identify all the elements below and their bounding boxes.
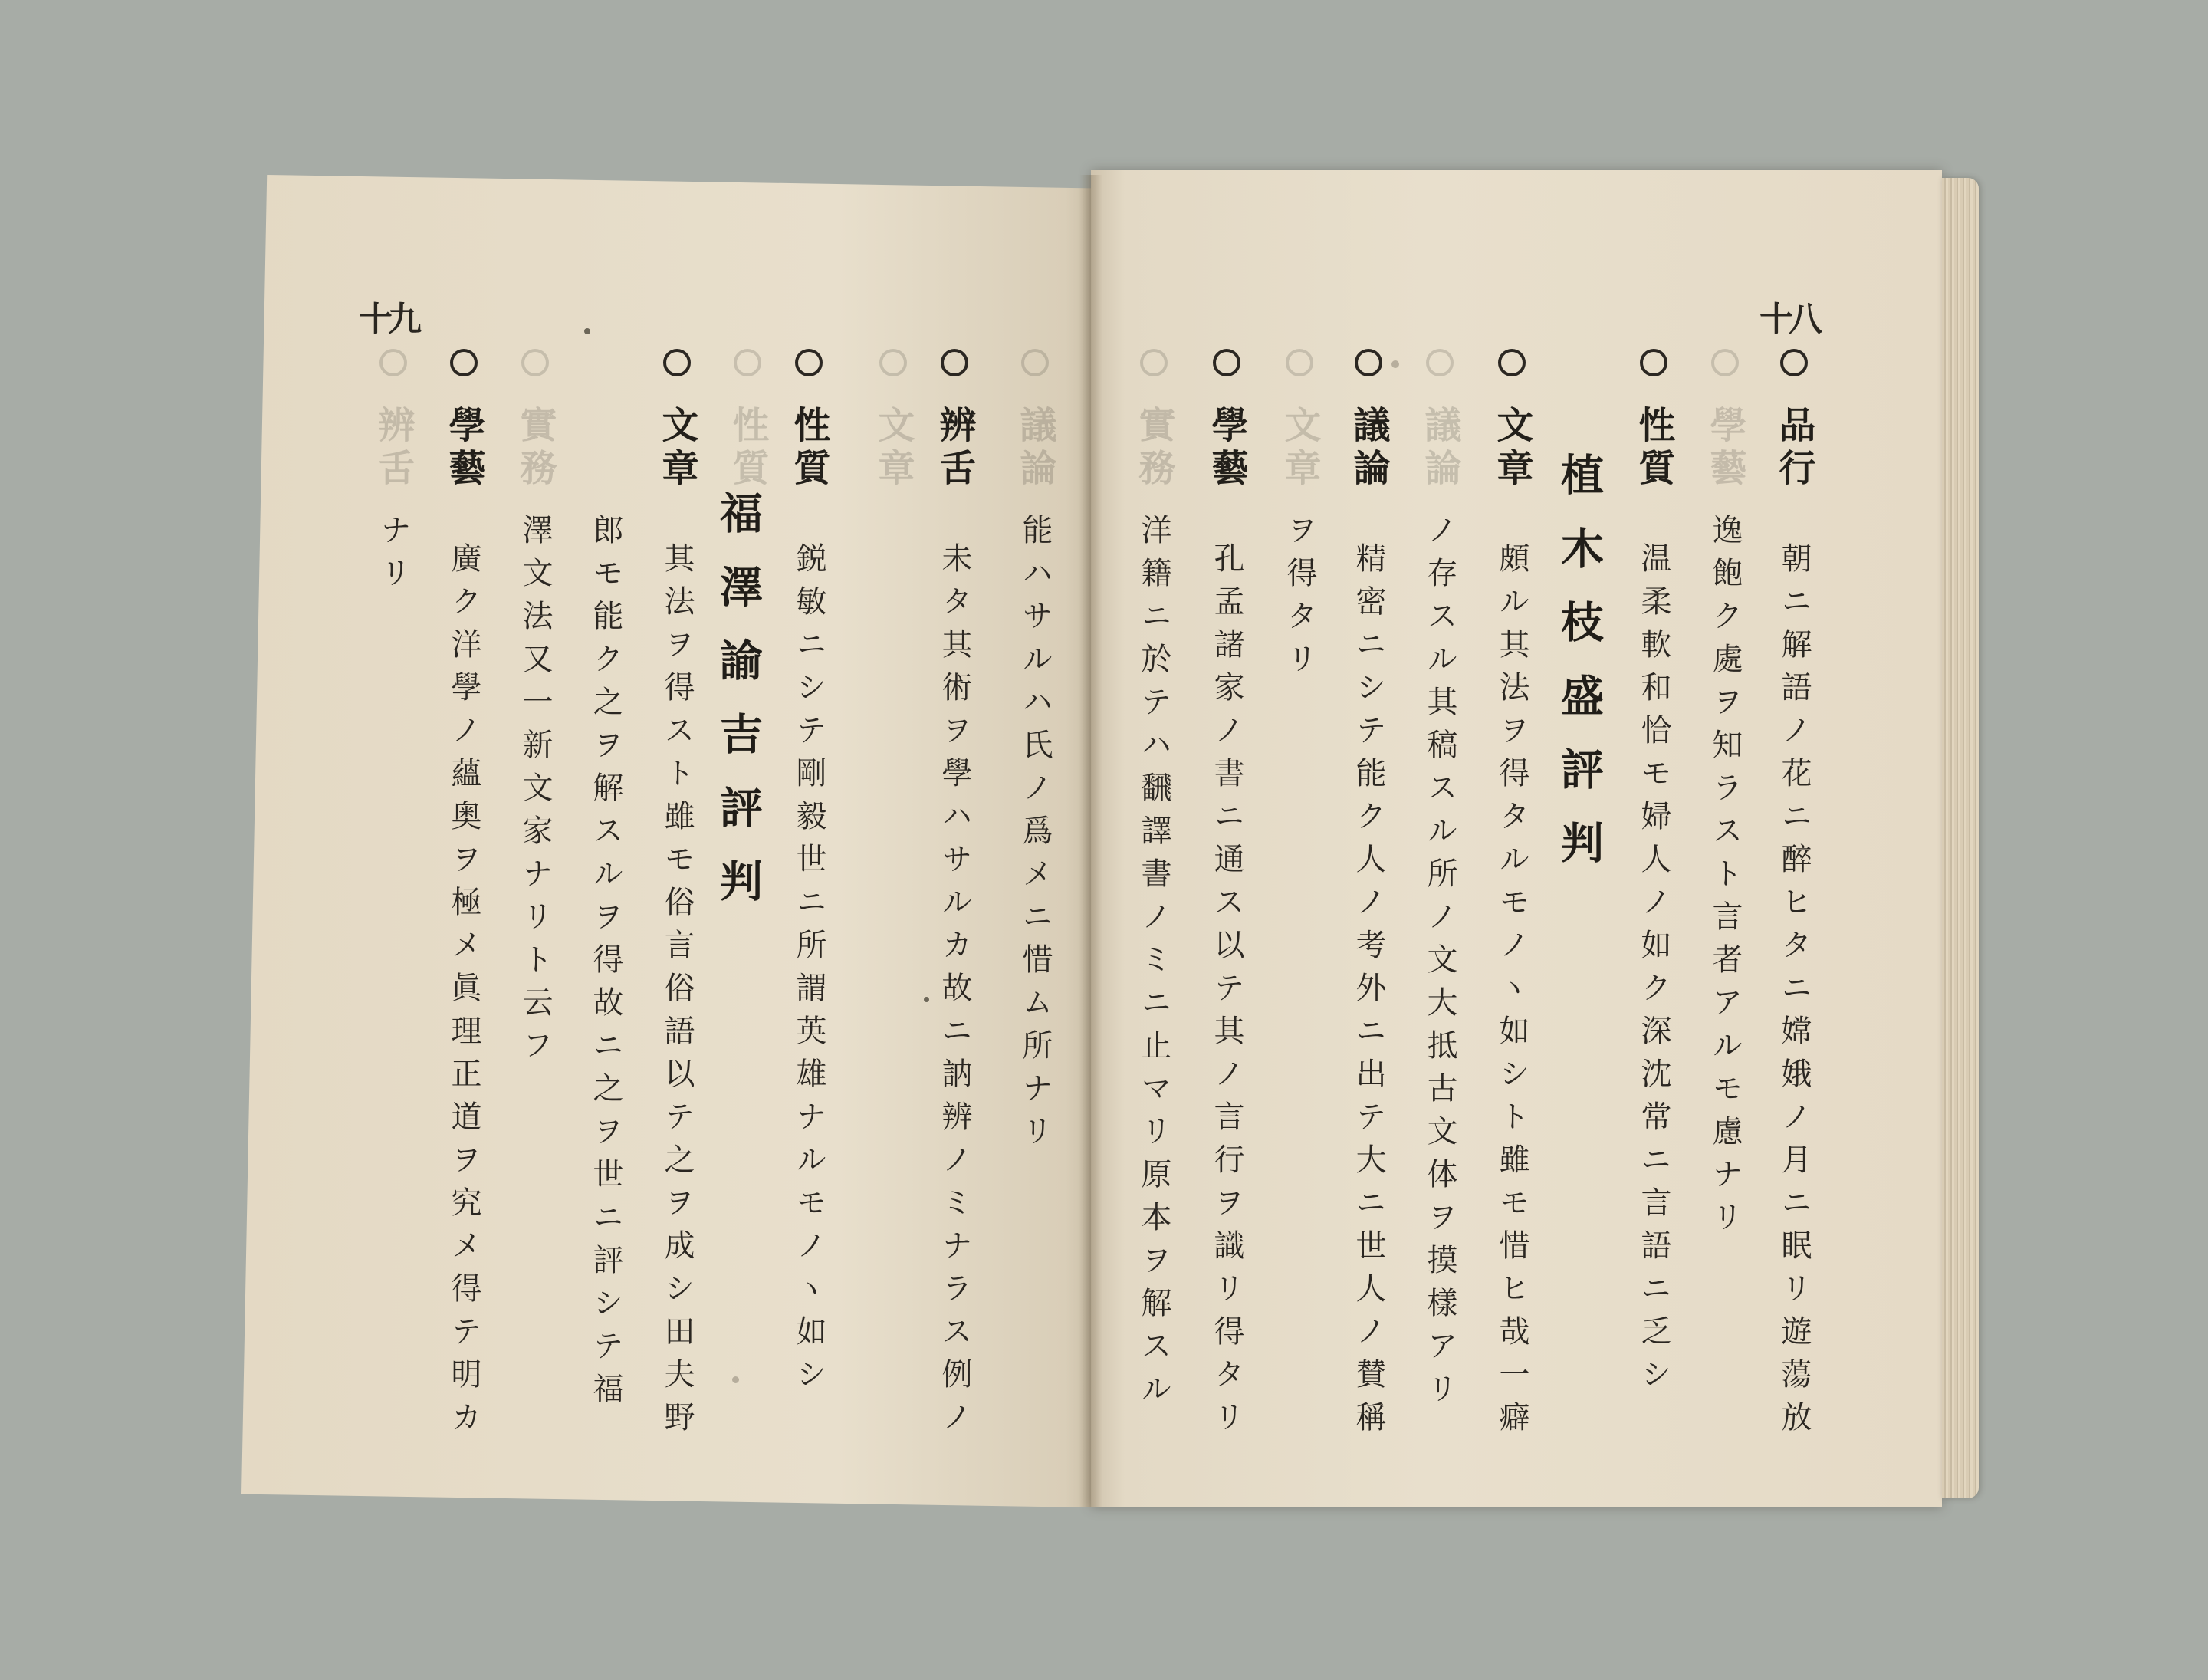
ghost-label: 實務	[1132, 406, 1175, 492]
ring-bullet-icon	[1780, 349, 1808, 376]
ghost-label: 實務	[514, 406, 557, 492]
text-column	[579, 514, 632, 1415]
column-label: 學藝	[1205, 406, 1248, 492]
text-column	[508, 514, 562, 1072]
ring-bullet-icon	[1213, 349, 1240, 376]
ghost-label: 文章	[1278, 406, 1321, 492]
ghost-column	[721, 349, 774, 513]
text-column	[1698, 514, 1752, 1244]
text-column	[366, 514, 420, 600]
column-text: ナリ	[376, 514, 411, 600]
column-label: 辨舌	[933, 406, 976, 492]
ring-bullet-icon	[1286, 349, 1313, 376]
ring-bullet-icon	[1355, 349, 1382, 376]
ring-bullet-icon	[734, 349, 761, 376]
text-column	[437, 349, 491, 1444]
text-column	[1767, 349, 1821, 1444]
ghost-column	[508, 349, 562, 513]
left-page-number: 十九	[359, 300, 417, 339]
text-column	[1627, 349, 1681, 1401]
ghost-label: 學藝	[1704, 406, 1746, 492]
column-text: 精密ニシテ能ク人ノ考外ニ出テ大ニ世人ノ賛稱	[1351, 542, 1386, 1444]
ghost-label: 辨舌	[372, 406, 415, 492]
column-text: 廣ク洋學ノ蘊奥ヲ極メ眞理正道ヲ究メ得テ明カ	[446, 542, 481, 1444]
column-text: 鋭敏ニシテ剛毅世ニ所謂英雄ナルモノヽ如シ	[791, 542, 826, 1401]
column-text: 孔孟諸家ノ書ニ通ス以テ其ノ言行ヲ識リ得タリ	[1209, 542, 1244, 1444]
text-column	[1008, 514, 1062, 1158]
ring-bullet-icon	[1498, 349, 1526, 376]
text-column	[1342, 349, 1395, 1444]
ghost-label: 性質	[726, 406, 769, 492]
ring-bullet-icon	[1640, 349, 1668, 376]
ring-bullet-icon	[941, 349, 968, 376]
ghost-column	[1413, 349, 1467, 513]
ring-bullet-icon	[795, 349, 823, 376]
column-text: 未タ其術ヲ學ハサルカ故ニ訥辨ノミナラス例ノ	[937, 542, 972, 1444]
text-column	[1413, 514, 1467, 1415]
ghost-label: 文章	[872, 406, 915, 492]
paper-speck	[732, 1376, 739, 1383]
column-text: ヲ得タリ	[1282, 514, 1317, 685]
column-text: 朝ニ解語ノ花ニ醉ヒタニ嫦娥ノ月ニ眠リ遊蕩放	[1776, 542, 1812, 1444]
column-text: ノ存スル其稿スル所ノ文大抵古文体ヲ摸樣アリ	[1422, 514, 1457, 1415]
column-text: 郎モ能ク之ヲ解スルヲ得故ニ之ヲ世ニ評シテ福	[588, 514, 623, 1415]
ring-bullet-icon	[450, 349, 478, 376]
column-label: 性質	[787, 406, 830, 492]
ghost-column	[866, 349, 920, 513]
ghost-label: 議論	[1418, 406, 1461, 492]
column-label: 文章	[656, 406, 698, 492]
column-text: 能ハサルハ氏ノ爲メニ惜ム所ナリ	[1017, 514, 1053, 1158]
column-text: 逸飽ク處ヲ知ラスト言者アルモ慮ナリ	[1707, 514, 1743, 1244]
column-text: 温柔軟和恰モ婦人ノ如ク深沈常ニ言語ニ乏シ	[1636, 542, 1671, 1401]
ring-bullet-icon	[879, 349, 907, 376]
ring-bullet-icon	[380, 349, 407, 376]
column-label: 性質	[1632, 406, 1675, 492]
ghost-label: 議論	[1014, 406, 1056, 492]
right-page-number: 十八	[1760, 300, 1818, 339]
text-column	[782, 349, 836, 1401]
text-column	[928, 349, 981, 1444]
ring-bullet-icon	[1426, 349, 1454, 376]
text-column	[1127, 514, 1181, 1415]
column-text: 洋籍ニ於テハ飜譯書ノミニ止マリ原本ヲ解スル	[1136, 514, 1171, 1415]
page-stack-edge	[1942, 178, 1979, 1498]
text-column	[650, 349, 704, 1444]
ghost-column	[1273, 349, 1326, 513]
book-gutter	[1079, 175, 1102, 1507]
ring-bullet-icon	[1140, 349, 1168, 376]
ring-bullet-icon	[1711, 349, 1739, 376]
column-label: 議論	[1347, 406, 1390, 492]
column-label: 文章	[1490, 406, 1533, 492]
section-title: 福澤諭吉評判	[713, 491, 764, 932]
text-column	[1200, 349, 1254, 1444]
section-title: 植木枝盛評判	[1554, 452, 1605, 894]
column-text: 澤文法又一新文家ナリト云フ	[518, 514, 553, 1072]
paper-speck	[1392, 360, 1399, 368]
ring-bullet-icon	[521, 349, 549, 376]
ghost-column	[1698, 349, 1752, 513]
paper-speck	[584, 328, 590, 334]
paper-speck	[924, 997, 929, 1002]
column-text: 其法ヲ得スト雖モ俗言俗語以テ之ヲ成シ田夫野	[659, 542, 695, 1444]
ring-bullet-icon	[1021, 349, 1049, 376]
ghost-column	[366, 349, 420, 513]
ghost-column	[1008, 349, 1062, 513]
ghost-column	[1127, 349, 1181, 513]
text-column	[1273, 514, 1326, 685]
text-column	[1485, 349, 1539, 1444]
ring-bullet-icon	[663, 349, 691, 376]
column-label: 品行	[1773, 406, 1815, 492]
column-text: 頗ル其法ヲ得タルモノヽ如シト雖モ惜ヒ哉一癖	[1494, 542, 1530, 1444]
column-label: 學藝	[442, 406, 485, 492]
